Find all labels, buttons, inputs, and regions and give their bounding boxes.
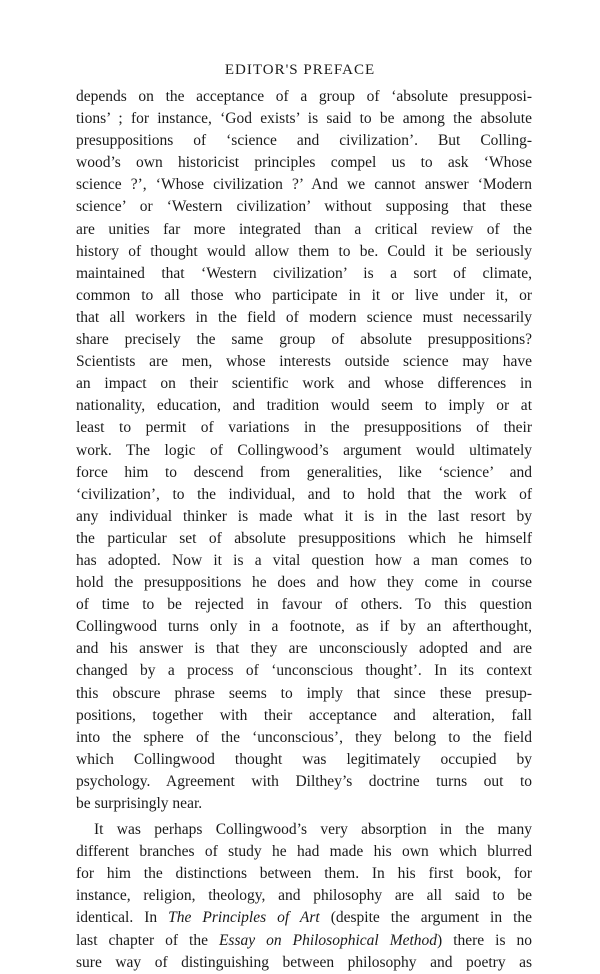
body-text [76,86,532,974]
text-line: are unities far more integrated than a critical review of the [76,220,532,238]
text-line: science ?’, ‘Whose civilization ?’ And we cannot answer ‘Modern [76,176,532,194]
running-head: EDITOR'S PREFACE [224,62,376,78]
text-line: of time to be rejected in favour of others. To this question [76,596,532,614]
text-line: share precisely the same group of absolute presuppositions? [76,331,532,349]
text-line: which Collingwood thought was legitimately occupied by [76,750,532,768]
text-line: nationality, education, and tradition would seem to imply or at [76,397,532,415]
text-line: be surprisingly near. [76,795,203,812]
text-line: science’ or ‘Western civilization’ without supposing that these [76,198,532,216]
text-line: instance, religion, theology, and philosophy are all said to be [76,887,532,905]
book-title: The Principles of Art [168,909,320,927]
text-line: force him to descend from generalities, like ‘science’ and [76,463,532,481]
text-line: wood’s own historicist principles compel us to ask ‘Whose [76,154,532,172]
text-line: Scientists are men, whose interests outside science may have [76,353,532,371]
text-line: and his answer is that they are unconsciously adopted and are [76,640,532,658]
text-line: presuppositions of ‘science and civilization’. But Colling- [76,132,532,150]
text-line: an impact on their scientific work and whose differences in [76,375,532,393]
text-line: this obscure phrase seems to imply that since these presup- [76,684,532,702]
text-line: changed by a process of ‘unconscious thought’. In its context [76,662,532,680]
text-line: identical. In The Principles of Art (despite the argument in the [76,909,533,927]
text-line: tions’ ; for instance, ‘God exists’ is said to be among the absolute [76,110,532,128]
text-line: depends on the acceptance of a group of ‘absolute presupposi- [76,88,532,105]
text-line: different branches of study he had made his own which blurred [76,843,532,861]
text-line: least to permit of variations in the presuppositions of their [76,419,532,437]
book-title: Essay on Philosophical Method [218,931,438,949]
text-line: the particular set of absolute presuppositions which he himself [76,529,532,547]
text-line: into the sphere of the ‘unconscious’, they belong to the field [76,728,532,746]
text-line: hold the presuppositions he does and how they come in course [76,574,532,592]
text-line: It was perhaps Collingwood’s very absorption in the many [94,821,532,839]
text-line: that all workers in the field of modern science must necessarily [76,308,532,326]
text-line: any individual thinker is made what it is in the last resort by [76,507,532,525]
text-line: common to all those who participate in it or live under it, or [76,286,532,304]
text-line: positions, together with their acceptance and alteration, fall [76,706,532,724]
text-line: psychology. Agreement with Dilthey’s doctrine turns out to [76,772,532,790]
text-line: for him the distinctions between them. In his first book, for [76,865,532,883]
text-line: ‘civilization’, to the individual, and to hold that the work of [76,485,532,503]
text-line: Collingwood turns only in a footnote, as if by an afterthought, [76,618,532,636]
text-line: sure way of distinguishing between philosophy and poetry as [76,953,532,971]
text-line: has adopted. Now it is a vital question how a man comes to [76,551,532,569]
text-line: last chapter of the Essay on Philosophical Method) there is no [76,931,532,949]
text-line: work. The logic of Collingwood’s argument would ultimately [76,441,532,459]
text-line: history of thought would allow them to be. Could it be seriously [76,242,532,260]
text-line: maintained that ‘Western civilization’ is a sort of climate, [76,264,532,282]
